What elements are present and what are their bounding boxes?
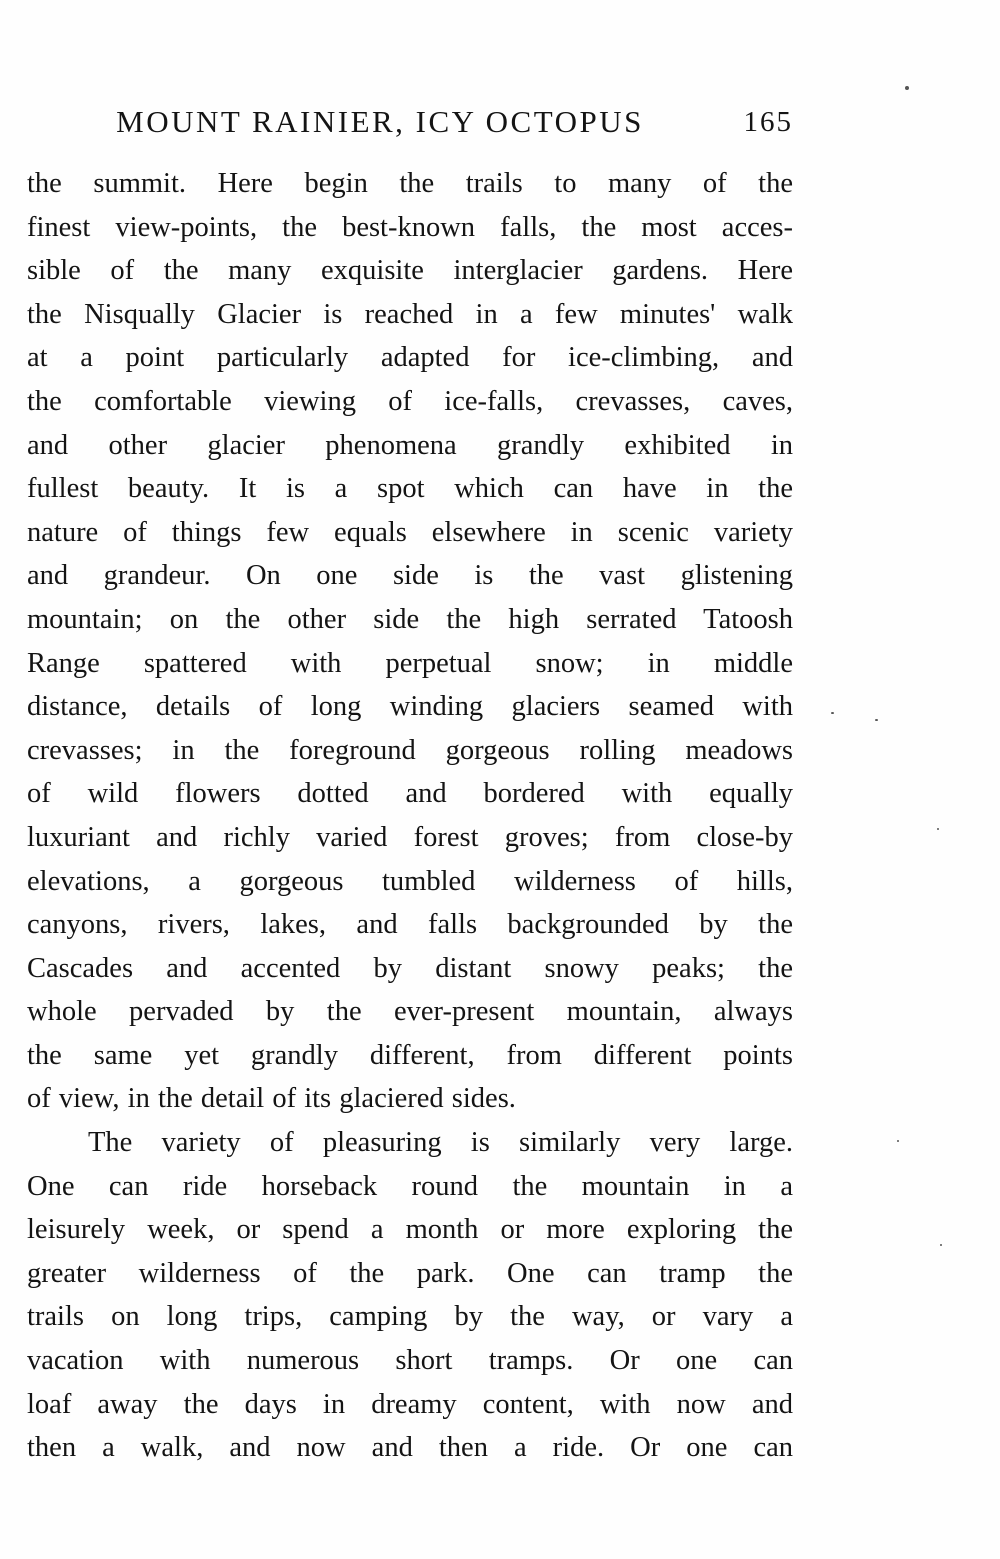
text-line: finest view-points, the best-known falls, the most acces- [27, 211, 793, 243]
text-line: fullest beauty. It is a spot which can have in the [27, 473, 793, 505]
page-number: 165 [743, 106, 793, 138]
text-line: whole pervaded by the ever-present mountain, always [27, 996, 793, 1028]
text-line: the comfortable viewing of ice-falls, crevasses, caves, [27, 385, 793, 417]
text-line: loaf away the days in dreamy content, with now and [27, 1388, 793, 1420]
text-line: leisurely week, or spend a month or more exploring the [27, 1214, 793, 1246]
text-line: vacation with numerous short tramps. Or one can [27, 1345, 793, 1377]
text-line: One can ride horseback round the mountain in a [27, 1170, 793, 1202]
text-line: the same yet grandly different, from different points [27, 1039, 793, 1071]
text-line: of view, in the detail of its glaciered sides. [27, 1083, 516, 1115]
scan-speck [831, 712, 834, 714]
text-line: greater wilderness of the park. One can tramp the [27, 1257, 793, 1289]
scan-speck [937, 828, 939, 830]
text-line: crevasses; in the foreground gorgeous rolling meadows [27, 734, 793, 766]
text-line: Cascades and accented by distant snowy peaks; the [27, 952, 793, 984]
running-head-title: MOUNT RAINIER, ICY OCTOPUS [116, 104, 644, 139]
text-line: the summit. Here begin the trails to many of the [27, 168, 793, 199]
text-line: and grandeur. On one side is the vast glistening [27, 560, 793, 592]
scan-speck [905, 86, 909, 90]
text-line: nature of things few equals elsewhere in scenic variety [27, 516, 793, 548]
text-line: canyons, rivers, lakes, and falls backgrounded by the [27, 909, 793, 941]
text-line: and other glacier phenomena grandly exhibited in [27, 429, 793, 461]
text-line-paragraph-start: The variety of pleasuring is similarly very large. [88, 1127, 793, 1159]
text-line: of wild flowers dotted and bordered with equally [27, 778, 793, 810]
text-line: then a walk, and now and then a ride. Or one can [27, 1432, 793, 1464]
text-line: sible of the many exquisite interglacier gardens. Here [27, 255, 793, 287]
text-line: mountain; on the other side the high serrated Tatoosh [27, 603, 793, 635]
text-line: Range spattered with perpetual snow; in middle [27, 647, 793, 679]
text-line: trails on long trips, camping by the way, or vary a [27, 1301, 793, 1333]
page-header [27, 104, 793, 148]
text-line: luxuriant and richly varied forest groves; from close-by [27, 821, 793, 853]
text-line: distance, details of long winding glaciers seamed with [27, 691, 793, 723]
scan-speck [940, 1244, 942, 1246]
text-line: elevations, a gorgeous tumbled wilderness of hills, [27, 865, 793, 897]
text-line: the Nisqually Glacier is reached in a few minutes' walk [27, 298, 793, 330]
scan-speck [897, 1140, 899, 1142]
scan-speck [875, 719, 878, 721]
body-text [27, 162, 793, 1470]
text-line: at a point particularly adapted for ice-climbing, and [27, 342, 793, 374]
